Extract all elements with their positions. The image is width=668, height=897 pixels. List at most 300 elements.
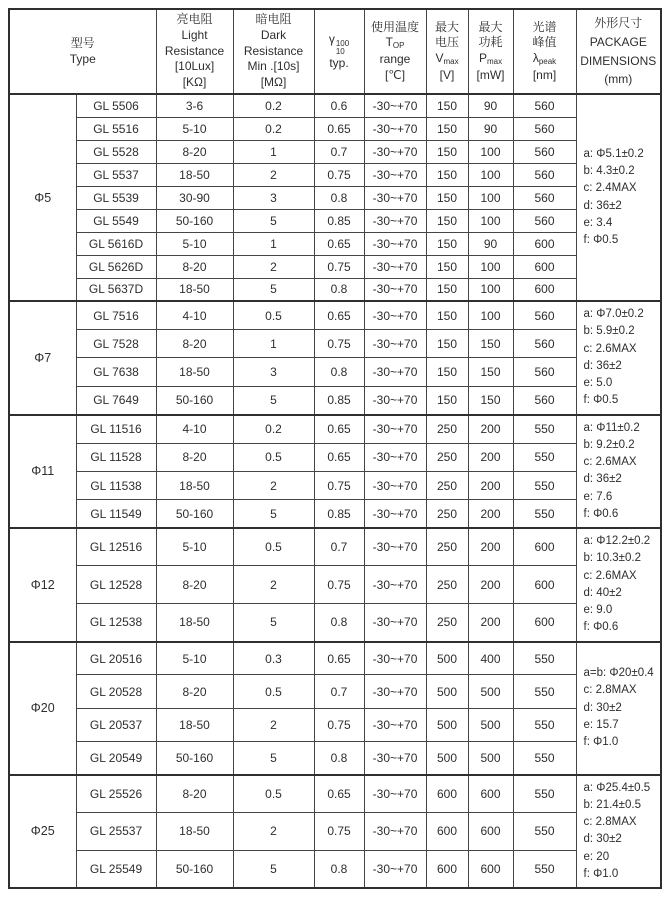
value-cell: 0.5 [233,675,314,708]
value-cell: 0.8 [314,278,364,301]
model-cell: GL 25537 [76,812,156,850]
value-cell: 2 [233,708,314,741]
value-cell: 1 [233,330,314,358]
model-cell: GL 11538 [76,471,156,499]
spec-table [8,8,662,889]
value-cell: 150 [426,278,468,301]
model-cell: GL 12528 [76,566,156,604]
value-cell: 600 [468,850,513,888]
col-header-gamma [314,9,364,94]
value-cell: 8-20 [156,140,233,163]
col-header-max-power: 最大 功耗 $P_{max}$ [mW] [468,9,513,94]
value-cell: 550 [513,741,576,774]
package-dimension-line: f: Φ0.5 [583,394,619,407]
value-cell: 550 [513,775,576,813]
value-cell: 250 [426,443,468,471]
value-cell: 100 [468,186,513,209]
package-dimension-line: b: 9.2±0.2 [583,438,635,451]
value-cell: 150 [426,209,468,232]
table-row [9,604,661,642]
value-cell: -30~+70 [364,330,426,358]
model-cell: GL 12516 [76,528,156,566]
model-cell: GL 11549 [76,500,156,528]
value-cell: -30~+70 [364,500,426,528]
table-row [9,301,661,329]
value-cell: 600 [468,775,513,813]
table-row [9,278,661,301]
value-cell: -30~+70 [364,94,426,117]
package-dimensions-cell [576,415,661,529]
value-cell: 8-20 [156,443,233,471]
table-header [9,9,661,94]
package-dimensions-cell [576,301,661,415]
value-cell: 550 [513,443,576,471]
gamma-typ: typ. [329,55,349,70]
value-cell: 150 [426,358,468,386]
group-size-cell: Φ12 [9,528,76,642]
value-cell: 600 [513,232,576,255]
value-cell: 600 [426,812,468,850]
value-cell: 0.5 [233,528,314,566]
package-dimension-line: a: Φ7.0±0.2 [583,308,644,321]
package-dimension-line: d: 30±2 [583,701,622,714]
value-cell: -30~+70 [364,278,426,301]
value-cell: 0.2 [233,117,314,140]
package-dimension-line: c: 2.8MAX [583,684,637,697]
value-cell: 150 [426,255,468,278]
value-cell: 0.75 [314,812,364,850]
col-header-light-resistance: 亮电阻 Light Resistance [10Lux] [KΩ] [156,9,233,94]
value-cell: 250 [426,500,468,528]
model-cell: GL 25526 [76,775,156,813]
group-size-cell: Φ25 [9,775,76,889]
value-cell: -30~+70 [364,604,426,642]
value-cell: 150 [468,386,513,414]
value-cell: 30-90 [156,186,233,209]
package-dimension-line: e: 20 [583,850,610,863]
value-cell: 200 [468,471,513,499]
value-cell: 500 [468,675,513,708]
value-cell: 4-10 [156,415,233,443]
value-cell: -30~+70 [364,708,426,741]
value-cell: 18-50 [156,471,233,499]
value-cell: 8-20 [156,330,233,358]
value-cell: 50-160 [156,850,233,888]
package-dimensions-cell [576,528,661,642]
value-cell: 0.8 [314,850,364,888]
value-cell: 550 [513,675,576,708]
value-cell: 560 [513,163,576,186]
value-cell: -30~+70 [364,741,426,774]
table-row [9,775,661,813]
package-dimension-line: f: Φ0.6 [583,621,619,634]
value-cell: 0.7 [314,675,364,708]
value-cell: 0.8 [314,604,364,642]
value-cell: 600 [513,528,576,566]
group-size-cell: Φ11 [9,415,76,529]
value-cell: -30~+70 [364,850,426,888]
model-cell: GL 20528 [76,675,156,708]
value-cell: 400 [468,642,513,675]
table-row [9,415,661,443]
value-cell: 200 [468,443,513,471]
value-cell: -30~+70 [364,301,426,329]
package-dimension-line: c: 2.6MAX [583,456,637,469]
value-cell: -30~+70 [364,209,426,232]
model-cell: GL 5537 [76,163,156,186]
model-cell: GL 5549 [76,209,156,232]
value-cell: 0.2 [233,415,314,443]
value-cell: 18-50 [156,604,233,642]
value-cell: 150 [426,140,468,163]
table-body [9,94,661,888]
value-cell: 50-160 [156,500,233,528]
value-cell: 150 [426,94,468,117]
gamma-symbol: γ [328,31,335,46]
value-cell: 0.75 [314,708,364,741]
value-cell: 250 [426,604,468,642]
value-cell: 560 [513,330,576,358]
col-header-type [9,9,156,94]
value-cell: 600 [513,566,576,604]
value-cell: 150 [426,301,468,329]
value-cell: 5 [233,741,314,774]
value-cell: -30~+70 [364,117,426,140]
model-cell: GL 5506 [76,94,156,117]
col-header-package-dimensions: 外形尺寸 PACKAGE DIMENSIONS (mm) [576,9,661,94]
gamma-sup-sub: 100 10 [335,38,350,56]
value-cell: -30~+70 [364,358,426,386]
package-dimension-line: b: 21.4±0.5 [583,798,641,811]
value-cell: 100 [468,163,513,186]
table-row [9,255,661,278]
value-cell: 250 [426,471,468,499]
value-cell: 2 [233,471,314,499]
package-dimension-line: f: Φ0.6 [583,507,619,520]
value-cell: 90 [468,232,513,255]
value-cell: -30~+70 [364,528,426,566]
package-dimension-line: c: 2.4MAX [583,182,637,195]
value-cell: -30~+70 [364,812,426,850]
value-cell: -30~+70 [364,386,426,414]
table-row [9,358,661,386]
package-dimension-line: c: 2.6MAX [583,342,637,355]
package-dimensions-cell [576,775,661,889]
value-cell: 500 [426,741,468,774]
value-cell: 0.85 [314,500,364,528]
table-row [9,675,661,708]
value-cell: 0.65 [314,301,364,329]
value-cell: 500 [468,741,513,774]
value-cell: 150 [468,358,513,386]
value-cell: 250 [426,528,468,566]
package-dimension-line: e: 3.4 [583,216,613,229]
package-dimension-line: f: Φ1.0 [583,867,619,880]
value-cell: 50-160 [156,741,233,774]
value-cell: 0.65 [314,232,364,255]
value-cell: 0.8 [314,741,364,774]
value-cell: 150 [426,163,468,186]
value-cell: 150 [468,330,513,358]
table-row [9,812,661,850]
value-cell: 18-50 [156,812,233,850]
model-cell: GL 5626D [76,255,156,278]
value-cell: 250 [426,566,468,604]
package-dimension-line: a: Φ12.2±0.2 [583,535,651,548]
value-cell: 600 [426,850,468,888]
package-dimension-line: e: 5.0 [583,377,613,390]
value-cell: 550 [513,850,576,888]
table-row [9,850,661,888]
table-row [9,708,661,741]
package-dimension-line: a: Φ5.1±0.2 [583,147,644,160]
value-cell: 0.85 [314,209,364,232]
value-cell: 560 [513,386,576,414]
table-row [9,330,661,358]
value-cell: 0.2 [233,94,314,117]
value-cell: 200 [468,604,513,642]
value-cell: 0.7 [314,140,364,163]
value-cell: 600 [513,255,576,278]
model-cell: GL 20516 [76,642,156,675]
package-dimensions-cell [576,642,661,775]
value-cell: 4-10 [156,301,233,329]
value-cell: 5 [233,386,314,414]
group-size-cell: Φ5 [9,94,76,301]
value-cell: 560 [513,358,576,386]
value-cell: 560 [513,117,576,140]
value-cell: 18-50 [156,708,233,741]
value-cell: 200 [468,415,513,443]
table-row [9,186,661,209]
package-dimension-line: c: 2.8MAX [583,816,637,829]
table-row [9,471,661,499]
value-cell: 0.7 [314,528,364,566]
col-header-type-en: Type [69,51,96,66]
model-cell: GL 5616D [76,232,156,255]
value-cell: 500 [426,675,468,708]
value-cell: 550 [513,642,576,675]
package-dimension-line: a: Φ11±0.2 [583,421,640,434]
value-cell: 550 [513,708,576,741]
value-cell: 1 [233,140,314,163]
model-cell: GL 5637D [76,278,156,301]
model-cell: GL 5516 [76,117,156,140]
value-cell: 18-50 [156,358,233,386]
model-cell: GL 11528 [76,443,156,471]
value-cell: 550 [513,415,576,443]
value-cell: 0.65 [314,775,364,813]
value-cell: 0.5 [233,443,314,471]
value-cell: 600 [513,604,576,642]
model-cell: GL 5539 [76,186,156,209]
value-cell: 0.3 [233,642,314,675]
value-cell: 200 [468,566,513,604]
table-row [9,163,661,186]
value-cell: 2 [233,812,314,850]
value-cell: 200 [468,500,513,528]
package-dimension-line: a=b: Φ20±0.4 [583,667,654,680]
value-cell: -30~+70 [364,566,426,604]
value-cell: 5-10 [156,117,233,140]
value-cell: 500 [468,708,513,741]
model-cell: GL 7638 [76,358,156,386]
value-cell: -30~+70 [364,255,426,278]
value-cell: 90 [468,94,513,117]
value-cell: 5 [233,604,314,642]
model-cell: GL 11516 [76,415,156,443]
package-dimension-line: d: 36±2 [583,199,622,212]
package-dimension-line: d: 30±2 [583,833,622,846]
value-cell: 0.75 [314,330,364,358]
col-header-type-zh: 型号 [70,35,95,50]
value-cell: 0.8 [314,358,364,386]
value-cell: 2 [233,163,314,186]
table-row [9,443,661,471]
package-dimension-line: a: Φ25.4±0.5 [583,781,651,794]
value-cell: 560 [513,94,576,117]
value-cell: 500 [426,708,468,741]
col-header-operating-temp: 使用温度 $T_{OP}$ range [℃] [364,9,426,94]
value-cell: 600 [426,775,468,813]
value-cell: 500 [426,642,468,675]
value-cell: 560 [513,186,576,209]
value-cell: 150 [426,386,468,414]
table-row [9,94,661,117]
value-cell: 5 [233,278,314,301]
package-dimension-line: d: 40±2 [583,586,622,599]
value-cell: 0.8 [314,186,364,209]
model-cell: GL 20549 [76,741,156,774]
value-cell: 8-20 [156,255,233,278]
table-row [9,741,661,774]
model-cell: GL 7528 [76,330,156,358]
value-cell: 0.85 [314,386,364,414]
table-row [9,566,661,604]
value-cell: 550 [513,812,576,850]
value-cell: 550 [513,500,576,528]
value-cell: -30~+70 [364,775,426,813]
value-cell: 100 [468,140,513,163]
value-cell: 3 [233,358,314,386]
value-cell: -30~+70 [364,415,426,443]
value-cell: 5-10 [156,528,233,566]
value-cell: 0.6 [314,94,364,117]
package-dimension-line: b: 4.3±0.2 [583,165,635,178]
value-cell: -30~+70 [364,186,426,209]
value-cell: 8-20 [156,775,233,813]
package-dimension-line: d: 36±2 [583,473,622,486]
package-dimension-line: e: 7.6 [583,490,613,503]
value-cell: 8-20 [156,566,233,604]
value-cell: 200 [468,528,513,566]
value-cell: 18-50 [156,278,233,301]
value-cell: -30~+70 [364,471,426,499]
value-cell: 2 [233,566,314,604]
package-dimension-line: c: 2.6MAX [583,569,637,582]
model-cell: GL 20537 [76,708,156,741]
value-cell: 100 [468,209,513,232]
value-cell: 100 [468,278,513,301]
model-cell: GL 12538 [76,604,156,642]
value-cell: 3-6 [156,94,233,117]
value-cell: -30~+70 [364,140,426,163]
value-cell: 18-50 [156,163,233,186]
value-cell: -30~+70 [364,675,426,708]
table-row [9,500,661,528]
value-cell: 0.65 [314,117,364,140]
value-cell: 560 [513,209,576,232]
value-cell: 0.5 [233,301,314,329]
value-cell: 560 [513,140,576,163]
model-cell: GL 5528 [76,140,156,163]
value-cell: 0.65 [314,415,364,443]
table-row [9,117,661,140]
group-size-cell: Φ20 [9,642,76,775]
table-row [9,140,661,163]
package-dimension-line: d: 36±2 [583,359,622,372]
package-dimension-line: f: Φ1.0 [583,736,619,749]
value-cell: 560 [513,301,576,329]
table-row [9,386,661,414]
group-size-cell: Φ7 [9,301,76,415]
package-dimension-line: f: Φ0.5 [583,234,619,247]
value-cell: -30~+70 [364,642,426,675]
value-cell: -30~+70 [364,163,426,186]
value-cell: -30~+70 [364,232,426,255]
value-cell: 3 [233,186,314,209]
value-cell: 600 [513,278,576,301]
value-cell: 0.75 [314,566,364,604]
table-row [9,642,661,675]
table-row [9,209,661,232]
value-cell: 150 [426,330,468,358]
value-cell: 90 [468,117,513,140]
value-cell: 0.75 [314,255,364,278]
value-cell: 150 [426,232,468,255]
col-header-max-voltage: 最大 电压 $V_{max}$ [V] [426,9,468,94]
package-dimension-line: e: 15.7 [583,718,619,731]
value-cell: 0.65 [314,642,364,675]
value-cell: 600 [468,812,513,850]
value-cell: 1 [233,232,314,255]
value-cell: 100 [468,301,513,329]
value-cell: 150 [426,117,468,140]
value-cell: 0.75 [314,163,364,186]
package-dimensions-cell [576,94,661,301]
value-cell: 100 [468,255,513,278]
value-cell: 5 [233,850,314,888]
value-cell: 0.75 [314,471,364,499]
value-cell: 5-10 [156,232,233,255]
value-cell: 5 [233,500,314,528]
model-cell: GL 7649 [76,386,156,414]
model-cell: GL 7516 [76,301,156,329]
package-dimension-line: b: 5.9±0.2 [583,325,635,338]
value-cell: 50-160 [156,209,233,232]
value-cell: 150 [426,186,468,209]
package-dimension-line: e: 9.0 [583,604,613,617]
col-header-peak-wavelength: 光谱 峰值 $\lambda_{peak}$ [nm] [513,9,576,94]
value-cell: 2 [233,255,314,278]
package-dimension-line: b: 10.3±0.2 [583,552,641,565]
value-cell: 5 [233,209,314,232]
value-cell: 550 [513,471,576,499]
value-cell: 5-10 [156,642,233,675]
value-cell: 8-20 [156,675,233,708]
value-cell: 0.5 [233,775,314,813]
value-cell: -30~+70 [364,443,426,471]
